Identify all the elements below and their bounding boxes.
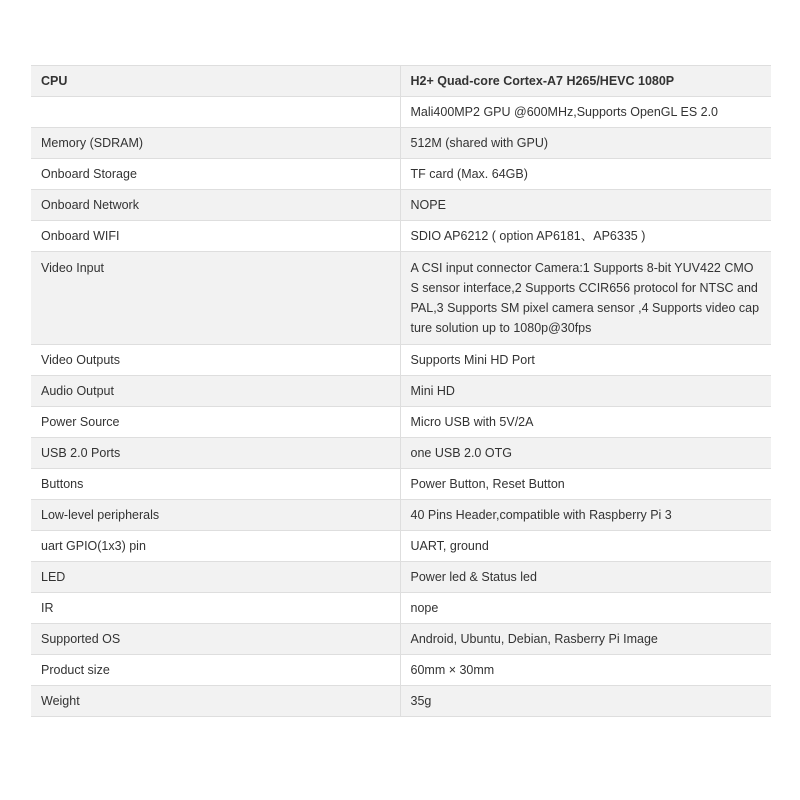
spec-row-usb — [31, 438, 771, 469]
spec-label: Weight — [31, 686, 400, 717]
spec-value: Micro USB with 5V/2A — [400, 407, 771, 438]
spec-value: 40 Pins Header,compatible with Raspberry Pi 3 — [400, 500, 771, 531]
spec-row-weight — [31, 686, 771, 717]
spec-value: 60mm × 30mm — [400, 655, 771, 686]
spec-label: Supported OS — [31, 624, 400, 655]
spec-label: LED — [31, 562, 400, 593]
spec-label: Onboard Storage — [31, 159, 400, 190]
spec-row-size — [31, 655, 771, 686]
spec-row-storage — [31, 159, 771, 190]
spec-value: one USB 2.0 OTG — [400, 438, 771, 469]
spec-row-video-outputs — [31, 345, 771, 376]
spec-value: H2+ Quad-core Cortex-A7 H265/HEVC 1080P — [400, 66, 771, 97]
spec-value: SDIO AP6212 ( option AP6181、AP6335 ) — [400, 221, 771, 252]
spec-label — [31, 97, 400, 128]
spec-row-ir — [31, 593, 771, 624]
spec-row-uart — [31, 531, 771, 562]
spec-value: Supports Mini HD Port — [400, 345, 771, 376]
spec-label: Product size — [31, 655, 400, 686]
spec-row-network — [31, 190, 771, 221]
spec-value: 35g — [400, 686, 771, 717]
spec-label: Onboard Network — [31, 190, 400, 221]
spec-label: Power Source — [31, 407, 400, 438]
spec-value: TF card (Max. 64GB) — [400, 159, 771, 190]
spec-label: Video Input — [31, 252, 400, 345]
spec-value: Power Button, Reset Button — [400, 469, 771, 500]
spec-row-buttons — [31, 469, 771, 500]
spec-label: Onboard WIFI — [31, 221, 400, 252]
spec-label: Video Outputs — [31, 345, 400, 376]
spec-value: Mali400MP2 GPU @600MHz,Supports OpenGL ES 2.0 — [400, 97, 771, 128]
spec-value: UART, ground — [400, 531, 771, 562]
spec-row-memory — [31, 128, 771, 159]
spec-row-led — [31, 562, 771, 593]
spec-label: CPU — [31, 66, 400, 97]
spec-row-video-input — [31, 252, 771, 345]
spec-label: Low-level peripherals — [31, 500, 400, 531]
spec-row-os — [31, 624, 771, 655]
spec-label: uart GPIO(1x3) pin — [31, 531, 400, 562]
spec-value: Power led & Status led — [400, 562, 771, 593]
spec-label: Buttons — [31, 469, 400, 500]
spec-value: 512M (shared with GPU) — [400, 128, 771, 159]
spec-label: IR — [31, 593, 400, 624]
spec-row-cpu — [31, 66, 771, 97]
spec-row-gpu — [31, 97, 771, 128]
spec-value: Android, Ubuntu, Debian, Rasberry Pi Image — [400, 624, 771, 655]
spec-label: Audio Output — [31, 376, 400, 407]
spec-row-wifi — [31, 221, 771, 252]
spec-value: NOPE — [400, 190, 771, 221]
spec-table — [31, 65, 771, 717]
spec-value: Mini HD — [400, 376, 771, 407]
spec-row-peripherals — [31, 500, 771, 531]
spec-label: Memory (SDRAM) — [31, 128, 400, 159]
spec-value: nope — [400, 593, 771, 624]
spec-label: USB 2.0 Ports — [31, 438, 400, 469]
spec-value: A CSI input connector Camera:1 Supports 8-bit YUV422 CMOS sensor interface,2 Supports CCIR656 protocol for NTSC and PAL,3 Supports SM pixel camera sensor ,4 Supports video capture solution up to 1080p@30fps — [400, 252, 771, 345]
spec-row-audio-output — [31, 376, 771, 407]
spec-row-power-source — [31, 407, 771, 438]
